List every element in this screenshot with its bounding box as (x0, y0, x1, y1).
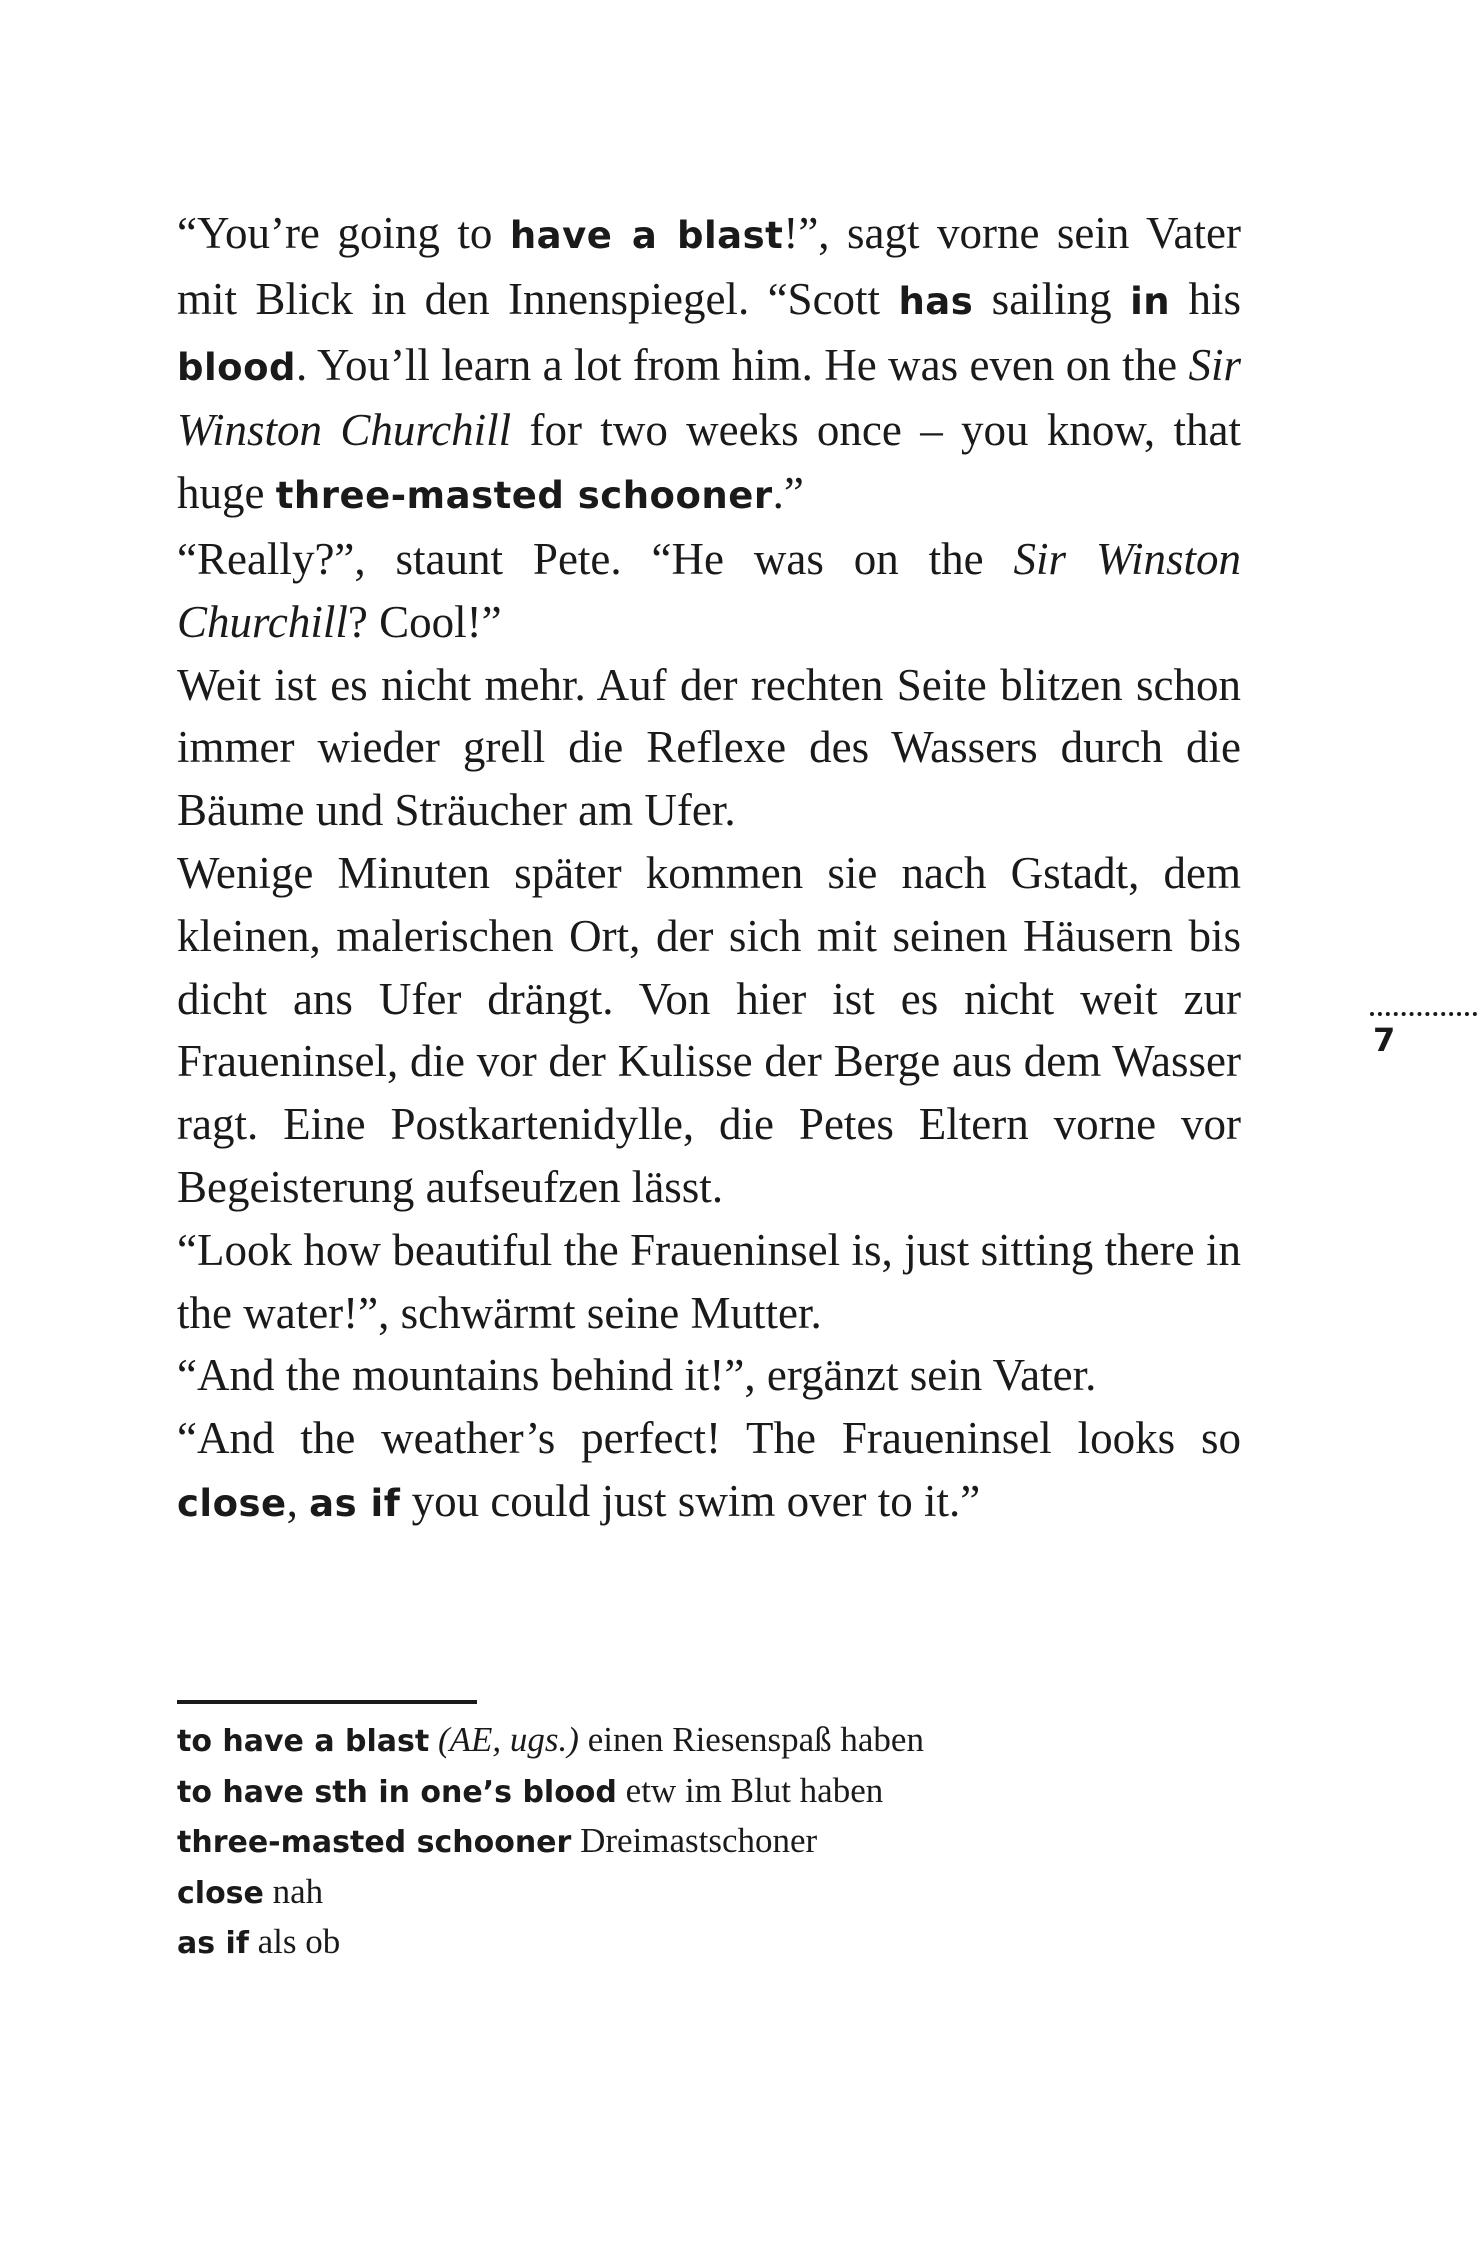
vocabulary-term: three-masted schooner (275, 474, 773, 518)
vocabulary-term: in (1130, 279, 1171, 323)
text-run: .” (772, 468, 804, 519)
story-text (177, 202, 1241, 1536)
ship-name: Sir Winston Churchill (177, 533, 1241, 647)
story-paragraph (177, 528, 1241, 654)
story-paragraph (177, 1407, 1241, 1536)
text-run: ? Cool!” (347, 596, 502, 647)
page-marker-dotted-rule (1370, 1012, 1477, 1016)
text-run: “You’re going to (177, 208, 510, 258)
vocabulary-glossary (177, 1716, 1177, 1969)
story-paragraph (177, 202, 1241, 528)
glossary-term: as if (177, 1926, 249, 1961)
glossary-term: three-masted schooner (177, 1825, 572, 1860)
text-run: “Really?”, staunt Pete. “He was on the (177, 533, 1014, 584)
text-run: !”, sagt vorne sein Vater mit Blick in den Innenspiegel. “Scott (177, 208, 1241, 324)
story-paragraph (177, 842, 1241, 1219)
text-run: . You’ll learn a lot from him. He was even on the (296, 339, 1189, 390)
text-run: “Look how beautiful the Fraueninsel is, just sitting there in the water!”, schwärmt seine Mutter. (177, 1224, 1241, 1338)
text-run: his (1170, 273, 1241, 324)
glossary-translation: etw im Blut haben (625, 1770, 884, 1810)
story-paragraph (177, 1344, 1241, 1407)
glossary-translation: einen Riesenspaß haben (587, 1720, 924, 1759)
glossary-entry (177, 1918, 1177, 1969)
page-number: 7 (1373, 1021, 1396, 1059)
story-paragraph (177, 1219, 1241, 1345)
text-run: for two weeks once – you know, that huge (177, 405, 1241, 519)
text-run: “And the weather’s perfect! The Fraueninsel looks so (177, 1413, 1241, 1464)
glossary-term: to have sth in one’s blood (177, 1774, 617, 1810)
glossary-entry (177, 1767, 1177, 1818)
glossary-entry (177, 1868, 1177, 1919)
glossary-term: to have a blast (177, 1724, 430, 1759)
text-run: , (286, 1475, 310, 1526)
vocabulary-term: have a blast (509, 214, 784, 257)
text-run: sailing (973, 273, 1131, 324)
glossary-translation: nah (272, 1871, 324, 1911)
glossary-translation: als ob (257, 1922, 341, 1961)
vocabulary-term: as if (309, 1481, 401, 1525)
footnote-divider (177, 1700, 477, 1704)
glossary-entry (177, 1716, 1177, 1767)
glossary-note: (AE, ugs.) (437, 1720, 579, 1759)
text-run: Wenige Minuten später kommen sie nach Gstadt, dem kleinen, malerischen Ort, der sich mit seinen Häusern bis dicht ans Ufer drängt. Von hier ist es nicht weit zur Fraueninsel, die vor der Kulisse der Berge aus dem Wasser ragt. Eine Postkartenidylle, die Petes Eltern vorne vor Begeisterung aufseufzen lässt. (177, 847, 1241, 1212)
glossary-term: close (177, 1875, 264, 1911)
vocabulary-term: blood (177, 345, 296, 389)
glossary-translation: Dreimastschoner (580, 1821, 818, 1860)
text-run: you could just swim over to it.” (400, 1475, 981, 1526)
vocabulary-term: close (177, 1481, 287, 1525)
ship-name: Sir Winston Churchill (177, 339, 1241, 456)
story-paragraph (177, 654, 1241, 842)
vocabulary-term: has (898, 279, 974, 323)
text-run: Weit ist es nicht mehr. Auf der rechten Seite blitzen schon immer wieder grell die Reflexe des Wassers durch die Bäume und Sträucher am Ufer. (177, 659, 1241, 836)
text-run: “And the mountains behind it!”, ergänzt sein Vater. (177, 1350, 1097, 1401)
glossary-entry (177, 1817, 1177, 1868)
